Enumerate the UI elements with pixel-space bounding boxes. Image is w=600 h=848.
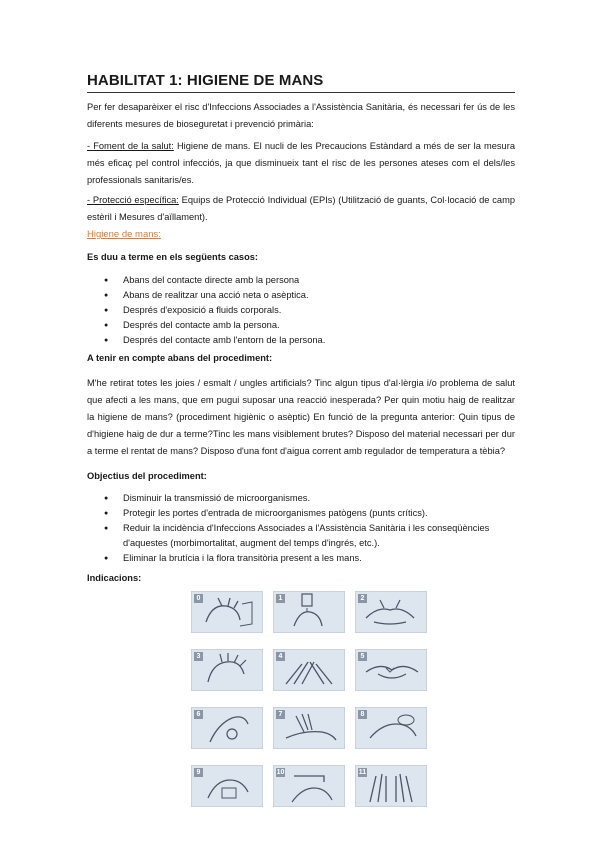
- objectives-list: [87, 491, 515, 566]
- list-item: ● Protegir les portes d'entrada de microorganismes patògens (punts crítics).: [87, 506, 515, 521]
- step-number: 11: [358, 769, 367, 776]
- list-item: ● Eliminar la brutícia i la flora transitòria present a les mans.: [87, 551, 515, 566]
- proteccio-paragraph: [87, 192, 515, 226]
- foment-paragraph: [87, 138, 515, 189]
- step-image: [355, 765, 427, 807]
- step-image: [355, 649, 427, 691]
- step-image: [355, 707, 427, 749]
- step-number: 8: [358, 710, 367, 719]
- step-image: [273, 591, 345, 633]
- step-image: [191, 649, 263, 691]
- step-image: [273, 765, 345, 807]
- intro-paragraph: Per fer desaparèixer el risc d'Infeccions Associades a l'Assistència Sanitària, és necessari fer ús de les diferents mesures de bioseguretat i prevenció primària:: [87, 102, 515, 129]
- list-item: ● Abans del contacte directe amb la persona: [87, 273, 515, 288]
- proteccio-text: Equips de Protecció Individual (EPIs) (Utilització de guants, Col·locació de camp estèril i Mesures d'aïllament).: [87, 195, 516, 222]
- step-number: 6: [194, 710, 203, 719]
- list-item: ● Després del contacte amb l'entorn de la persona.: [87, 333, 515, 348]
- list-item: ● Disminuir la transmissió de microorganismes.: [87, 491, 515, 506]
- cases-list: [87, 273, 515, 348]
- list-item: ● Reduir la incidència d'Infeccions Associades a l'Assistència Sanitària i les conseqüències d'aquestes (morbimortalitat, augment del temps d'ingrés, etc.).: [87, 521, 515, 551]
- step-image: [191, 707, 263, 749]
- step-number: 10: [276, 769, 285, 776]
- step-number: 9: [194, 768, 203, 777]
- foment-label: - Foment de la salut:: [87, 141, 174, 151]
- step-number: 7: [276, 710, 285, 719]
- cases-heading: Es duu a terme en els següents casos:: [87, 252, 259, 262]
- step-image: [355, 591, 427, 633]
- list-item: ● Abans de realitzar una acció neta o asèptica.: [87, 288, 515, 303]
- indications-heading: Indicacions:: [87, 573, 142, 583]
- step-number: 5: [358, 652, 367, 661]
- step-image: [273, 707, 345, 749]
- step-image: [191, 765, 263, 807]
- list-item: ● Després d'exposició a fluids corporals.: [87, 303, 515, 318]
- before-heading: A tenir en compte abans del procediment:: [87, 353, 273, 363]
- step-number: 1: [276, 594, 285, 603]
- before-paragraph: M'he retirat totes les joies / esmalt / ungles artificials? Tinc algun tipus d'al·lèrgia i/o problema de salut que afecti a les mans, que em pugui suposar una reacció inesperada? Per quin motiu haig de realitzar la higiene de mans? (procediment higiènic o asèptic) En funció de la pregunta anterior: Quin tipus de d'higiene haig de dur a terme?Tinc les mans visiblement brutes? Disposo del material necessari per dur a terme el rentat de mans? Disposo d'una font d'aigua corrent amb regulador de temperatura a tèbia?: [87, 378, 515, 456]
- step-number: 0: [194, 594, 203, 603]
- list-item: ● Després del contacte amb la persona.: [87, 318, 515, 333]
- step-image: [273, 649, 345, 691]
- foment-text: Higiene de mans. El nucli de les Precaucions Estàndard a més de ser la mesura més eficaç pel control infecciós, ja que disminueix tant el risc de les persones ateses com el dels/les professionals sanitaris/es.: [87, 141, 515, 185]
- step-number: 3: [194, 652, 203, 661]
- objectives-heading: Objectius del procediment:: [87, 471, 207, 481]
- step-number: 4: [276, 652, 285, 661]
- proteccio-label: - Protecció específica:: [87, 195, 179, 205]
- step-number: 2: [358, 594, 367, 603]
- page-title: HABILITAT 1: HIGIENE DE MANS: [87, 72, 515, 93]
- step-image: [191, 591, 263, 633]
- section-link-higiene[interactable]: Higiene de mans:: [87, 229, 161, 240]
